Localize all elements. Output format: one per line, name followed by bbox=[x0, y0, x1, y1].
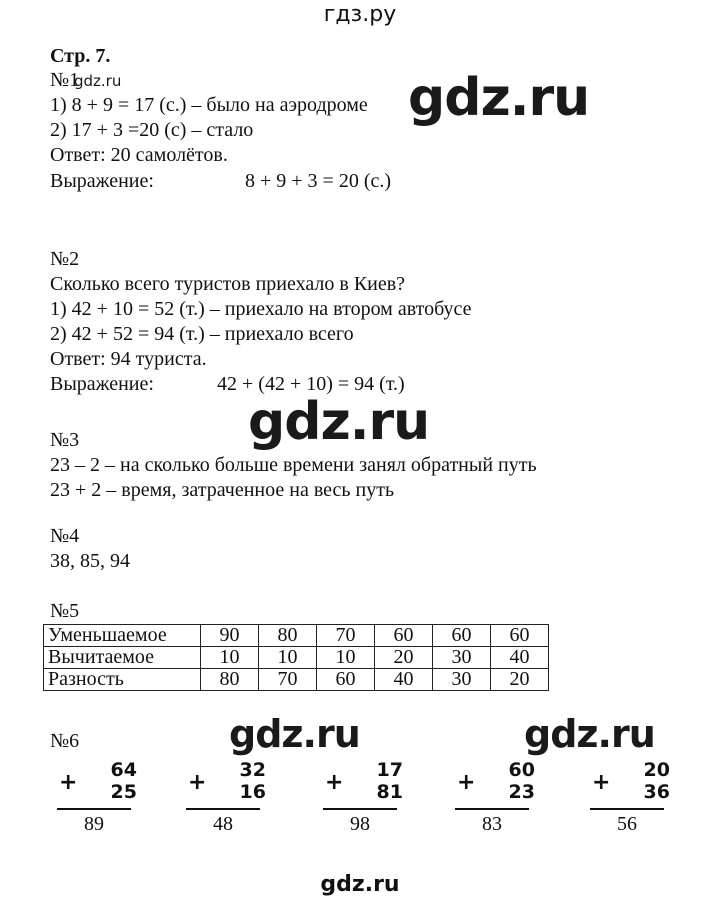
table-cell: 80 bbox=[259, 625, 317, 647]
plus-sign: + bbox=[59, 770, 78, 795]
task3-line1: 23 – 2 – на сколько больше времени занял обратный путь bbox=[50, 454, 537, 476]
addend-2: 81 bbox=[376, 781, 403, 803]
task4-label: №4 bbox=[50, 525, 80, 547]
watermark-large-2: gdz.ru bbox=[248, 392, 430, 452]
table-cell: 60 bbox=[433, 625, 491, 647]
watermark-large-3: gdz.ru bbox=[229, 712, 360, 756]
addition-column bbox=[323, 760, 413, 850]
plus-sign: + bbox=[457, 770, 476, 795]
sum-line bbox=[590, 808, 664, 810]
table-cell: 10 bbox=[259, 647, 317, 669]
sum-line bbox=[323, 808, 397, 810]
page-number: Стр. 7. bbox=[50, 45, 111, 67]
task2-line1: 1) 42 + 10 = 52 (т.) – приехало на втором автобусе bbox=[50, 298, 472, 320]
task1-expr: 8 + 9 + 3 = 20 (с.) bbox=[245, 170, 392, 192]
row-label: Разность bbox=[44, 669, 201, 691]
task5-label: №5 bbox=[50, 600, 80, 622]
addend-1: 60 bbox=[508, 759, 535, 781]
task3-label: №3 bbox=[50, 429, 80, 451]
task1-label: №1 bbox=[50, 69, 80, 91]
table-row bbox=[44, 625, 549, 647]
task1-line1: 1) 8 + 9 = 17 (с.) – было на аэродроме bbox=[50, 94, 368, 116]
addend-2: 25 bbox=[110, 781, 137, 803]
addition-column bbox=[590, 760, 680, 850]
table-cell: 10 bbox=[201, 647, 259, 669]
table-cell: 40 bbox=[375, 669, 433, 691]
table-cell: 60 bbox=[491, 625, 549, 647]
addend-1: 20 bbox=[643, 759, 670, 781]
subtraction-table bbox=[43, 624, 549, 691]
sum-line bbox=[186, 808, 260, 810]
task4-answer: 38, 85, 94 bbox=[50, 550, 130, 572]
task6-label: №6 bbox=[50, 730, 80, 752]
site-header: гдз.ру bbox=[323, 2, 397, 27]
task2-expr-label: Выражение: bbox=[50, 373, 154, 395]
task2-expr: 42 + (42 + 10) = 94 (т.) bbox=[217, 373, 405, 395]
task1-expr-label: Выражение: bbox=[50, 170, 154, 192]
task3-line2: 23 + 2 – время, затраченное на весь путь bbox=[50, 479, 395, 501]
plus-sign: + bbox=[325, 770, 344, 795]
task1-line2: 2) 17 + 3 =20 (с) – стало bbox=[50, 119, 254, 141]
table-cell: 80 bbox=[201, 669, 259, 691]
table-cell: 20 bbox=[491, 669, 549, 691]
watermark-large-4: gdz.ru bbox=[524, 712, 655, 756]
sum-result: 98 bbox=[350, 813, 370, 835]
addend-2: 36 bbox=[643, 781, 670, 803]
table-row bbox=[44, 647, 549, 669]
table-cell: 10 bbox=[317, 647, 375, 669]
table-row bbox=[44, 669, 549, 691]
table-cell: 30 bbox=[433, 647, 491, 669]
addend-1: 32 bbox=[239, 759, 266, 781]
watermark-large-1: gdz.ru bbox=[402, 68, 595, 128]
row-label: Уменьшаемое bbox=[44, 625, 201, 647]
addition-column bbox=[186, 760, 276, 850]
sum-result: 56 bbox=[617, 813, 637, 835]
sum-line bbox=[57, 808, 131, 810]
table-cell: 20 bbox=[375, 647, 433, 669]
addition-column bbox=[455, 760, 545, 850]
plus-sign: + bbox=[592, 770, 611, 795]
table-cell: 60 bbox=[317, 669, 375, 691]
table-cell: 90 bbox=[201, 625, 259, 647]
table-cell: 30 bbox=[433, 669, 491, 691]
sum-result: 48 bbox=[213, 813, 233, 835]
task1-answer: Ответ: 20 самолётов. bbox=[50, 144, 228, 166]
table-cell: 70 bbox=[317, 625, 375, 647]
addend-1: 64 bbox=[110, 759, 137, 781]
task2-question: Сколько всего туристов приехало в Киев? bbox=[50, 273, 406, 295]
sum-result: 89 bbox=[84, 813, 104, 835]
sum-line bbox=[455, 808, 529, 810]
plus-sign: + bbox=[188, 770, 207, 795]
addend-2: 23 bbox=[508, 781, 535, 803]
table-cell: 70 bbox=[259, 669, 317, 691]
table-cell: 40 bbox=[491, 647, 549, 669]
task2-answer: Ответ: 94 туриста. bbox=[50, 348, 207, 370]
sum-result: 83 bbox=[482, 813, 502, 835]
addend-1: 17 bbox=[376, 759, 403, 781]
table-cell: 60 bbox=[375, 625, 433, 647]
addend-2: 16 bbox=[239, 781, 266, 803]
task2-line2: 2) 42 + 52 = 94 (т.) – приехало всего bbox=[50, 323, 354, 345]
addition-column bbox=[57, 760, 147, 850]
task2-label: №2 bbox=[50, 248, 80, 270]
watermark-small: gdz.ru bbox=[74, 72, 122, 90]
site-footer: gdz.ru bbox=[320, 872, 400, 897]
row-label: Вычитаемое bbox=[44, 647, 201, 669]
